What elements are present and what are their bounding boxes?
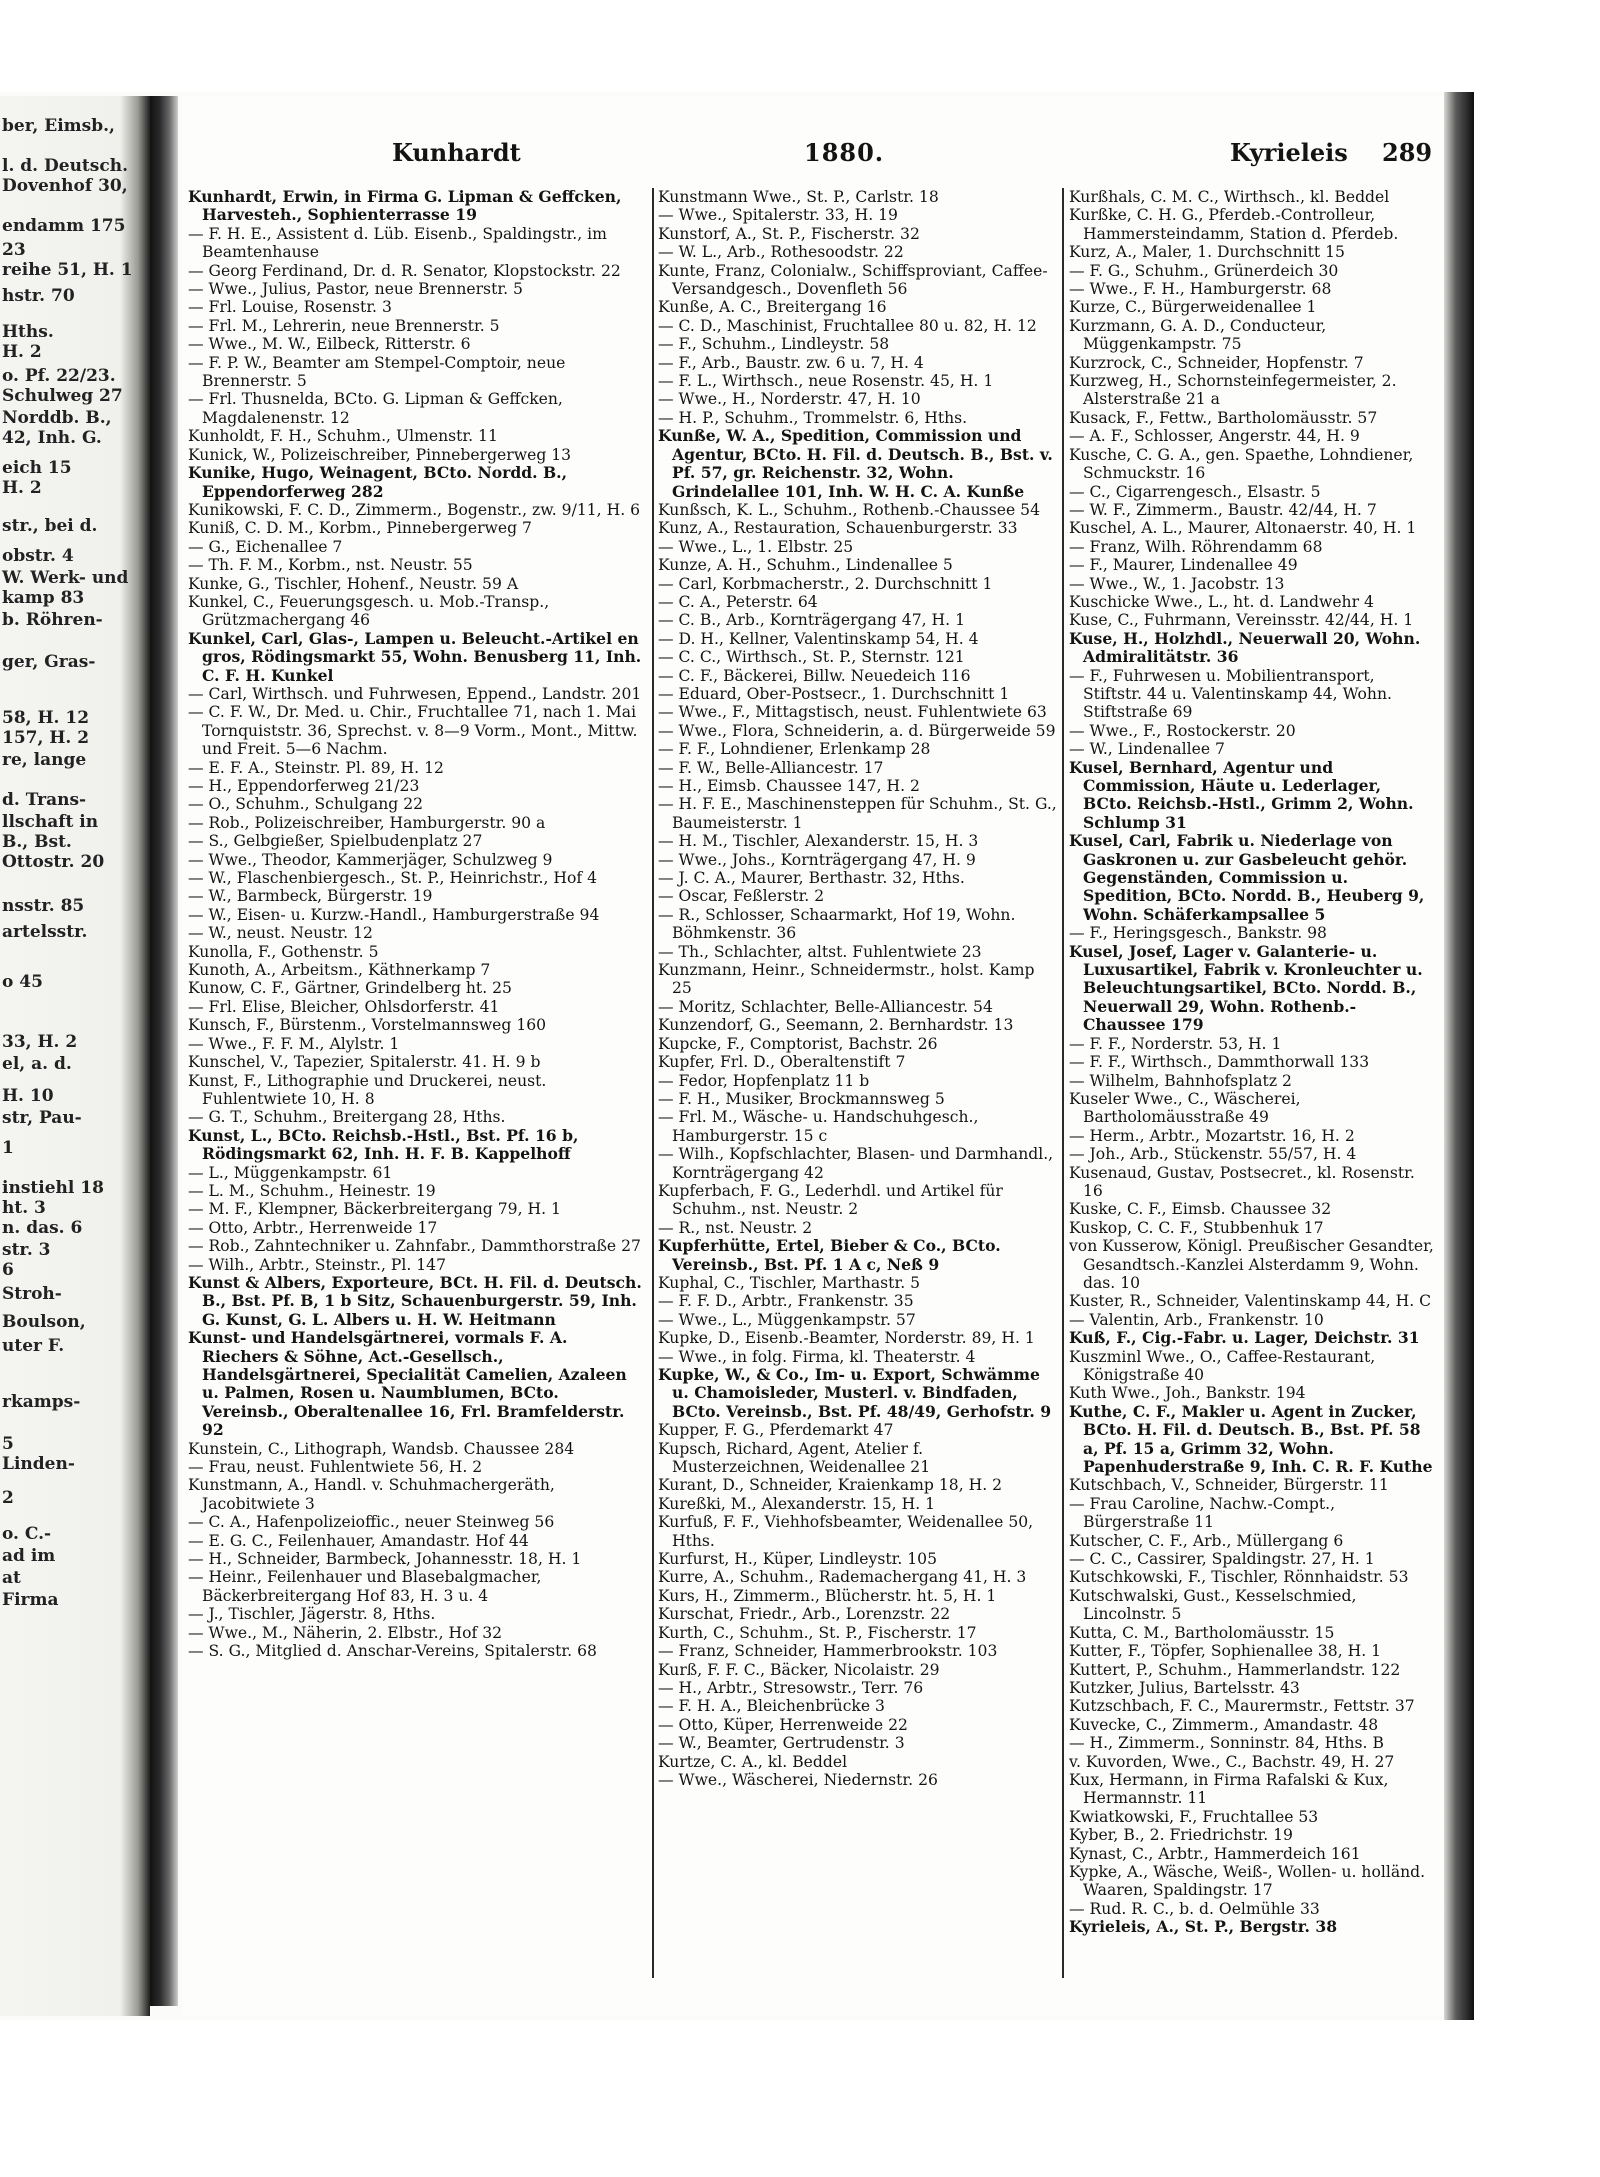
- directory-entry: — W., Flaschenbiergesch., St. P., Heinrichstr., Hof 4: [188, 869, 598, 888]
- directory-entry: — H., Zimmerm., Sonninstr. 84, Hths. B: [1069, 1734, 1384, 1753]
- directory-entry: — Otto, Küper, Herrenweide 22: [658, 1715, 908, 1734]
- directory-entry: — Rob., Polizeischreiber, Hamburgerstr. 90 a: [188, 813, 546, 832]
- left-page-text-fragment: str, Pau-: [2, 1108, 82, 1128]
- left-page-text-fragment: o. C.-: [2, 1524, 52, 1544]
- directory-entry: — Wwe., W., 1. Jacobstr. 13: [1069, 574, 1285, 593]
- left-page-text-fragment: nsstr. 85: [2, 896, 85, 916]
- right-margin: [1474, 0, 1600, 2177]
- directory-entry: Kux, Hermann, in Firma Rafalski & Kux, Hermannstr. 11: [1069, 1770, 1389, 1808]
- left-page-text-fragment: re, lange: [2, 750, 87, 770]
- directory-entry: — F. W., Belle-Alliancestr. 17: [658, 758, 884, 777]
- directory-entry: — F., Heringsgesch., Bankstr. 98: [1069, 924, 1327, 943]
- directory-entry: — F. L., Wirthsch., neue Rosenstr. 45, H. 1: [658, 372, 994, 391]
- directory-entry: — Frl. Louise, Rosenstr. 3: [188, 298, 392, 317]
- left-page-text-fragment: rkamps-: [2, 1392, 81, 1412]
- directory-entry: — F., Fuhrwesen u. Mobilientransport, Stiftstr. 44 u. Valentinskamp 44, Wohn. Stiftstraße 69: [1069, 666, 1392, 722]
- left-page-text-fragment: o. Pf. 22/23.: [2, 366, 116, 386]
- left-page-text-fragment: H. 10: [2, 1086, 54, 1106]
- left-page-text-fragment: at: [2, 1568, 21, 1588]
- directory-entry: — Frau Caroline, Nachw.-Compt., Bürgerstraße 11: [1069, 1494, 1336, 1532]
- directory-entry: Kurfurst, H., Küper, Lindleystr. 105: [658, 1550, 938, 1569]
- directory-entry: — W. F., Zimmerm., Baustr. 42/44, H. 7: [1069, 500, 1377, 519]
- directory-entry: Kuß, F., Cig.-Fabr. u. Lager, Deichstr. 31: [1069, 1328, 1420, 1348]
- directory-entry: — E. G. C., Feilenhauer, Amandastr. Hof 44: [188, 1531, 529, 1550]
- left-page-text-fragment: 5: [2, 1434, 14, 1454]
- directory-entry: Kuster, R., Schneider, Valentinskamp 44, H. C: [1069, 1292, 1432, 1311]
- directory-entry: Kunschel, V., Tapezier, Spitalerstr. 41. H. 9 b: [188, 1053, 541, 1072]
- directory-entry: — J. C. A., Maurer, Berthastr. 32, Hths.: [658, 869, 965, 888]
- directory-entry: — H. F. E., Maschinensteppen für Schuhm., St. G., Baumeisterstr. 1: [658, 795, 1057, 832]
- directory-entry: Kuphal, C., Tischler, Marthastr. 5: [658, 1273, 921, 1292]
- directory-entry: Kunst, L., BCto. Reichsb.-Hstl., Bst. Pf. 16 b, Rödingsmarkt 62, Inh. H. F. B. Kappelhoff: [188, 1125, 579, 1164]
- directory-entry: — C. D., Maschinist, Fruchtallee 80 u. 82, H. 12: [658, 316, 1037, 335]
- directory-entry: — F. F., Wirthsch., Dammthorwall 133: [1069, 1053, 1370, 1072]
- left-page-text-fragment: l. d. Deutsch.: [2, 156, 128, 176]
- directory-entry: — Carl, Wirthsch. und Fuhrwesen, Eppend., Landstr. 201: [188, 684, 642, 703]
- directory-entry: — M. F., Klempner, Bäckerbreitergang 79, H. 1: [188, 1200, 561, 1219]
- left-page-text-fragment: 23: [2, 240, 26, 260]
- directory-entry: Kunhardt, Erwin, in Firma G. Lipman & Geffcken, Harvesteh., Sophienterrasse 19: [188, 188, 622, 225]
- directory-entry: — Frau, neust. Fuhlentwiete 56, H. 2: [188, 1458, 483, 1477]
- directory-entry: — F. H., Musiker, Brockmannsweg 5: [658, 1089, 945, 1108]
- directory-entry: Kunick, W., Polizeischreiber, Pinnebergerweg 13: [188, 445, 572, 464]
- directory-entry: Kunte, Franz, Colonialw., Schiffsproviant, Caffee-Versandgesch., Dovenfleth 56: [658, 261, 1048, 299]
- directory-entry: — Th. F. M., Korbm., nst. Neustr. 55: [188, 556, 473, 575]
- left-page-text-fragment: hstr. 70: [2, 286, 75, 306]
- left-page-text-fragment: ger, Gras-: [2, 652, 96, 672]
- left-page-text-fragment: H. 2: [2, 342, 42, 362]
- left-page-text-fragment: W. Werk- und: [2, 568, 129, 588]
- directory-entry: — F. F. D., Arbtr., Frankenstr. 35: [658, 1292, 914, 1311]
- directory-entry: Kunike, Hugo, Weinagent, BCto. Nordd. B., Eppendorferweg 282: [188, 463, 568, 501]
- left-page-text-fragment: Linden-: [2, 1454, 75, 1474]
- directory-entry: — R., Schlosser, Schaarmarkt, Hof 19, Wohn. Böhmkenstr. 36: [658, 905, 1016, 943]
- directory-entry: — O., Schuhm., Schulgang 22: [188, 795, 424, 814]
- directory-entry: — Wwe., F., Rostockerstr. 20: [1069, 721, 1296, 740]
- directory-entry: Kunz, A., Restauration, Schauenburgerstr. 33: [658, 519, 1018, 538]
- page-header: [182, 138, 1444, 178]
- directory-entry: Kypke, A., Wäsche, Weiß-, Wollen- u. holländ. Waaren, Spaldingstr. 17: [1069, 1862, 1426, 1900]
- header-year: 1880.: [804, 138, 885, 167]
- directory-entry: — Th., Schlachter, altst. Fuhlentwiete 23: [658, 942, 982, 961]
- directory-entry: — H., Eppendorferweg 21/23: [188, 777, 420, 795]
- directory-entry: — Georg Ferdinand, Dr. d. R. Senator, Klopstockstr. 22: [188, 261, 621, 280]
- directory-entry: — F., Arb., Baustr. zw. 6 u. 7, H. 4: [658, 353, 924, 372]
- directory-entry: Kuth Wwe., Joh., Bankstr. 194: [1069, 1384, 1306, 1403]
- previous-page-fragment: [0, 96, 150, 2016]
- directory-entry: — F., Schuhm., Lindleystr. 58: [658, 335, 890, 354]
- directory-entry: Kunoth, A., Arbeitsm., Käthnerkamp 7: [188, 961, 491, 980]
- left-page-text-fragment: 6: [2, 1260, 14, 1280]
- directory-entry: — Frl. Elise, Bleicher, Ohlsdorferstr. 41: [188, 997, 500, 1016]
- directory-entry: Kupferbach, F. G., Lederhdl. und Artikel für Schuhm., nst. Neustr. 2: [658, 1181, 1003, 1219]
- directory-entry: — Rob., Zahntechniker u. Zahnfabr., Dammthorstraße 27: [188, 1237, 641, 1256]
- directory-entry: — W., Eisen- u. Kurzw.-Handl., Hamburgerstraße 94: [188, 905, 600, 924]
- directory-entry: Kutscher, C. F., Arb., Müllergang 6: [1069, 1531, 1344, 1550]
- left-page-text-fragment: B., Bst.: [2, 832, 72, 852]
- directory-entry: — C. C., Wirthsch., St. P., Sternstr. 121: [658, 648, 965, 667]
- directory-entry: Kunst, F., Lithographie und Druckerei, neust. Fuhlentwiete 10, H. 8: [188, 1071, 547, 1108]
- left-page-text-fragment: uter F.: [2, 1336, 65, 1356]
- left-page-text-fragment: str. 3: [2, 1240, 51, 1260]
- directory-entry: — S., Gelbgießer, Spielbudenplatz 27: [188, 832, 483, 851]
- directory-entry: — Herm., Arbtr., Mozartstr. 16, H. 2: [1069, 1126, 1355, 1145]
- directory-entry: Kunße, W. A., Spedition, Commission und Agentur, BCto. H. Fil. d. Deutsch. B., Bst. v. Pf. 57, gr. Reichenstr. 32, Wohn. Grindelallee 101, Inh. W. H. C. A. Kunße: [658, 426, 1053, 501]
- directory-entry: Kunkel, C., Feuerungsgesch. u. Mob.-Transp., Grützmachergang 46: [188, 592, 550, 630]
- left-page-text-fragment: b. Röhren-: [2, 610, 103, 630]
- directory-entry: Kunstmann Wwe., St. P., Carlstr. 18: [658, 188, 939, 206]
- column-1: [188, 188, 648, 1988]
- left-page-text-fragment: str., bei d.: [2, 516, 98, 536]
- directory-entry: — D. H., Kellner, Valentinskamp 54, H. 4: [658, 629, 979, 648]
- directory-entry: — Wwe., Wäscherei, Niedernstr. 26: [658, 1770, 938, 1789]
- directory-entry: Kusack, F., Fettw., Bartholomäusstr. 57: [1069, 408, 1378, 427]
- directory-entry: — Wwe., Johs., Kornträgergang 47, H. 9: [658, 850, 976, 869]
- left-page-text-fragment: 42, Inh. G.: [2, 428, 102, 448]
- directory-entry: — H. P., Schuhm., Trommelstr. 6, Hths.: [658, 408, 968, 427]
- directory-entry: — R., nst. Neustr. 2: [658, 1218, 813, 1237]
- directory-entry: Kunstmann, A., Handl. v. Schuhmachergeräth, Jacobitwiete 3: [188, 1476, 555, 1513]
- directory-entry: — W. L., Arb., Rothesoodstr. 22: [658, 243, 904, 262]
- directory-entry: — Wwe., L., 1. Elbstr. 25: [658, 537, 854, 556]
- directory-entry: — C. F., Bäckerei, Billw. Neuedeich 116: [658, 666, 971, 685]
- column-divider-2: [1062, 188, 1064, 1978]
- directory-entry: — C. F. W., Dr. Med. u. Chir., Fruchtallee 71, nach 1. Mai Tornquiststr. 36, Sprechst. v. 8—9 Vorm., Mont., Mittw. und Freit. 5—6 Nachm.: [188, 703, 638, 759]
- directory-entry: Kurzweg, H., Schornsteinfegermeister, 2. Alsterstraße 21 a: [1069, 372, 1397, 409]
- directory-entry: — A. F., Schlosser, Angerstr. 44, H. 9: [1069, 427, 1360, 446]
- directory-entry: — Wwe., Julius, Pastor, neue Brennerstr. 5: [188, 280, 523, 299]
- directory-entry: Kupferhütte, Ertel, Bieber & Co., BCto. Vereinsb., Bst. Pf. 1 A c, Neß 9: [658, 1236, 1001, 1274]
- directory-entry: — W., Lindenallee 7: [1069, 740, 1225, 759]
- directory-entry: — L. M., Schuhm., Heinestr. 19: [188, 1181, 436, 1200]
- directory-entry: Kunholdt, F. H., Schuhm., Ulmenstr. 11: [188, 427, 498, 446]
- left-page-text-fragment: Hths.: [2, 322, 54, 342]
- book-binding-gutter: [150, 96, 178, 2006]
- directory-entry: Kunolla, F., Gothenstr. 5: [188, 942, 379, 961]
- directory-entry: Kurzrock, C., Schneider, Hopfenstr. 7: [1069, 353, 1364, 372]
- directory-entry: — Franz, Schneider, Hammerbrookstr. 103: [658, 1642, 998, 1661]
- directory-entry: — Frl. M., Wäsche- u. Handschuhgesch., Hamburgerstr. 15 c: [658, 1108, 979, 1145]
- directory-entry: — Wwe., H., Norderstr. 47, H. 10: [658, 390, 921, 409]
- directory-entry: — Wilhelm, Bahnhofsplatz 2: [1069, 1071, 1292, 1090]
- left-page-text-fragment: Boulson,: [2, 1312, 86, 1332]
- directory-entry: Kurth, C., Schuhm., St. P., Fischerstr. 17: [658, 1623, 977, 1642]
- directory-entry: Kutschkowski, F., Tischler, Rönnhaidstr. 53: [1069, 1568, 1409, 1587]
- directory-entry: Kunße, A. C., Breitergang 16: [658, 298, 887, 317]
- directory-entry: Kunsch, F., Bürstenm., Vorstelmannsweg 160: [188, 1016, 547, 1035]
- column-2: [658, 188, 1058, 1988]
- left-page-text-fragment: eich 15: [2, 458, 72, 478]
- directory-entry: Kuske, C. F., Eimsb. Chaussee 32: [1069, 1200, 1332, 1219]
- directory-entry: Kutta, C. M., Bartholomäusstr. 15: [1069, 1623, 1335, 1642]
- directory-entry: — Otto, Arbtr., Herrenweide 17: [188, 1218, 438, 1237]
- directory-entry: Kuttert, P., Schuhm., Hammerlandstr. 122: [1069, 1660, 1401, 1679]
- directory-entry: — Wwe., F. F. M., Alylstr. 1: [188, 1034, 400, 1053]
- directory-entry: — Rud. R. C., b. d. Oelmühle 33: [1069, 1899, 1320, 1918]
- directory-entry: Kupke, D., Eisenb.-Beamter, Norderstr. 89, H. 1: [658, 1329, 1035, 1348]
- directory-entry: Kureßki, M., Alexanderstr. 15, H. 1: [658, 1494, 936, 1513]
- directory-entry: Kuse, H., Holzhdl., Neuerwall 20, Wohn. Admiralitätstr. 36: [1069, 628, 1421, 667]
- directory-entry: — C. C., Cassirer, Spaldingstr. 27, H. 1: [1069, 1550, 1375, 1569]
- directory-entry: Kurs, H., Zimmerm., Blücherstr. ht. 5, H. 1: [658, 1586, 997, 1605]
- directory-entry: — Wwe., Spitalerstr. 33, H. 19: [658, 206, 898, 225]
- directory-entry: — C. B., Arb., Kornträgergang 47, H. 1: [658, 611, 965, 630]
- left-page-text-fragment: d. Trans-: [2, 790, 87, 810]
- left-page-text-fragment: 33, H. 2: [2, 1032, 78, 1052]
- directory-entry: — C., Cigarrengesch., Elsastr. 5: [1069, 482, 1321, 501]
- directory-entry: Kupfer, Frl. D., Oberaltenstift 7: [658, 1053, 906, 1072]
- left-page-text-fragment: Firma: [2, 1590, 59, 1610]
- directory-entry: — Frl. M., Lehrerin, neue Brennerstr. 5: [188, 316, 500, 335]
- directory-entry: — F. P. W., Beamter am Stempel-Comptoir, neue Brennerstr. 5: [188, 353, 566, 391]
- directory-entry: — Wwe., F. H., Hamburgerstr. 68: [1069, 280, 1332, 299]
- left-page-text-fragment: 1: [2, 1138, 14, 1158]
- directory-entry: — Wwe., Flora, Schneiderin, a. d. Bürgerweide 59: [658, 721, 1056, 740]
- left-page-text-fragment: llschaft in: [2, 812, 99, 832]
- directory-entry: Kupcke, F., Comptorist, Bachstr. 26: [658, 1034, 938, 1053]
- directory-entry: — H., Eimsb. Chaussee 147, H. 2: [658, 777, 920, 795]
- directory-entry: Kutschwalski, Gust., Kesselschmied, Lincolnstr. 5: [1069, 1586, 1357, 1624]
- directory-entry: Kurant, D., Schneider, Kraienkamp 18, H. 2: [658, 1476, 1003, 1495]
- directory-entry: — Moritz, Schlachter, Belle-Alliancestr. 54: [658, 997, 993, 1016]
- directory-entry: Kunstorf, A., St. P., Fischerstr. 32: [658, 224, 920, 243]
- column-divider-1: [652, 188, 654, 1978]
- directory-entry: Kuschicke Wwe., L., ht. d. Landwehr 4: [1069, 592, 1374, 611]
- left-page-text-fragment: Ottostr. 20: [2, 852, 105, 872]
- directory-entry: — Franz, Wilh. Röhrendamm 68: [1069, 537, 1323, 556]
- directory-entry: — G., Eichenallee 7: [188, 537, 343, 556]
- directory-entry: Kupke, W., & Co., Im- u. Export, Schwämme u. Chamoisleder, Musterl. v. Bindfaden, BCto. Vereinsb., Bst. Pf. 48/49, Gerhofstr. 9: [658, 1365, 1052, 1421]
- header-first-name: Kunhardt: [392, 138, 521, 167]
- directory-entry: Kusel, Josef, Lager v. Galanterie- u. Luxusartikel, Fabrik v. Kronleuchter u. Beleuchtungsartikel, BCto. Nordd. B., Neuerwall 29, Wohn. Rothenb.-Chaussee 179: [1069, 941, 1423, 1035]
- left-page-text-fragment: instiehl 18: [2, 1178, 104, 1198]
- directory-entry: von Kusserow, Königl. Preußischer Gesandter, Gesandtsch.-Kanzlei Alsterdamm 9, Wohn. das. 10: [1069, 1237, 1434, 1292]
- directory-entry: — Heinr., Feilenhauer und Blasebalgmacher, Bäckerbreitergang Hof 83, H. 3 u. 4: [188, 1568, 542, 1605]
- directory-entry: Kutzschbach, F. C., Maurermstr., Fettstr. 37: [1069, 1697, 1415, 1716]
- directory-entry: — Wwe., in folg. Firma, kl. Theaterstr. 4: [658, 1347, 976, 1366]
- directory-entry: — H., Arbtr., Stresowstr., Terr. 76: [658, 1678, 924, 1697]
- directory-entry: Kupsch, Richard, Agent, Atelier f. Musterzeichnen, Weidenallee 21: [658, 1439, 931, 1477]
- directory-entry: Kunke, G., Tischler, Hohenf., Neustr. 59 A: [188, 574, 519, 593]
- directory-entry: — H. M., Tischler, Alexanderstr. 15, H. 3: [658, 832, 979, 851]
- directory-entry: — G. T., Schuhm., Breitergang 28, Hths.: [188, 1108, 506, 1127]
- left-page-text-fragment: ad im: [2, 1546, 56, 1566]
- directory-entry: Kurz, A., Maler, 1. Durchschnitt 15: [1069, 243, 1345, 262]
- directory-entry: — H., Schneider, Barmbeck, Johannesstr. 18, H. 1: [188, 1550, 582, 1569]
- left-page-text-fragment: el, a. d.: [2, 1054, 72, 1074]
- directory-entry: — Wwe., L., Müggenkampstr. 57: [658, 1310, 916, 1329]
- header-last-name: Kyrieleis: [1230, 138, 1348, 167]
- directory-entry: — Fedor, Hopfenplatz 11 b: [658, 1071, 870, 1090]
- directory-entry: — Oscar, Feßlerstr. 2: [658, 887, 825, 906]
- page-right-edge-shadow: [1444, 92, 1474, 2022]
- left-page-text-fragment: o 45: [2, 972, 43, 992]
- left-page-text-fragment: endamm 175: [2, 216, 126, 236]
- directory-entry: — E. F. A., Steinstr. Pl. 89, H. 12: [188, 758, 444, 777]
- directory-entry: Kunst & Albers, Exporteure, BCt. H. Fil. d. Deutsch. B., Bst. Pf. B, 1 b Sitz, Schauenburgerstr. 59, Inh. G. Kunst, G. L. Albers u. H. W. Heitmann: [188, 1272, 642, 1329]
- directory-entry: Kurre, A., Schuhm., Rademachergang 41, H. 3: [658, 1568, 1027, 1587]
- directory-entry: Kurtze, C. A., kl. Beddel: [658, 1752, 848, 1771]
- left-page-text-fragment: n. das. 6: [2, 1218, 83, 1238]
- top-margin: [0, 0, 1600, 92]
- left-page-text-fragment: H. 2: [2, 478, 42, 498]
- directory-entry: Kutter, F., Töpfer, Sophienallee 38, H. 1: [1069, 1642, 1382, 1661]
- directory-entry: — Wwe., F., Mittagstisch, neust. Fuhlentwiete 63: [658, 703, 1047, 722]
- directory-entry: Kusel, Bernhard, Agentur und Commission, Häute u. Lederlager, BCto. Reichsb.-Hstl., Grimm 2, Wohn. Schlump 31: [1069, 757, 1414, 832]
- directory-entry: — Wwe., M., Näherin, 2. Elbstr., Hof 32: [188, 1623, 503, 1642]
- directory-page: [182, 96, 1444, 2016]
- directory-entry: Kuniß, C. D. M., Korbm., Pinnebergerweg 7: [188, 519, 532, 538]
- directory-entry: — F., Maurer, Lindenallee 49: [1069, 556, 1298, 575]
- left-page-text-fragment: Norddb. B.,: [2, 408, 112, 428]
- directory-entry: Kwiatkowski, F., Fruchtallee 53: [1069, 1807, 1319, 1826]
- directory-entry: Kuthe, C. F., Makler u. Agent in Zucker, BCto. H. Fil. d. Deutsch. B., Bst. Pf. 58 a, Pf. 15 a, Grimm 32, Wohn. Papenhuderstraße 9, Inh. C. R. F. Kuthe: [1069, 1401, 1433, 1477]
- left-page-text-fragment: ht. 3: [2, 1198, 46, 1218]
- directory-entry: — S. G., Mitglied d. Anschar-Vereins, Spitalerstr. 68: [188, 1642, 597, 1661]
- bottom-margin: [0, 2020, 1600, 2177]
- directory-entry: Kunikowski, F. C. D., Zimmerm., Bogenstr., zw. 9/11, H. 6: [188, 500, 641, 519]
- directory-entry: — Wwe., M. W., Eilbeck, Ritterstr. 6: [188, 335, 471, 354]
- directory-entry: — Joh., Arb., Stückenstr. 55/57, H. 4: [1069, 1145, 1357, 1164]
- directory-entry: — Wwe., Theodor, Kammerjäger, Schulzweg 9: [188, 850, 553, 869]
- left-page-text-fragment: 157, H. 2: [2, 728, 90, 748]
- left-page-text-fragment: obstr. 4: [2, 546, 74, 566]
- directory-entry: Kuskop, C. C. F., Stubbenhuk 17: [1069, 1218, 1324, 1237]
- directory-entry: — C. A., Peterstr. 64: [658, 592, 818, 611]
- directory-entry: Kutschbach, V., Schneider, Bürgerstr. 11: [1069, 1476, 1389, 1495]
- directory-entry: — Eduard, Ober-Postsecr., 1. Durchschnitt 1: [658, 684, 1010, 703]
- directory-entry: Kunßsch, K. L., Schuhm., Rothenb.-Chaussee 54: [658, 500, 1040, 519]
- directory-entry: Kuseler Wwe., C., Wäscherei, Bartholomäusstraße 49: [1069, 1089, 1301, 1127]
- left-page-text-fragment: Dovenhof 30,: [2, 176, 128, 196]
- directory-entry: — Frl. Thusnelda, BCto. G. Lipman & Geffcken, Magdalenenstr. 12: [188, 390, 563, 427]
- directory-entry: Kurßke, C. H. G., Pferdeb.-Controlleur, Hammersteindamm, Station d. Pferdeb.: [1069, 206, 1399, 243]
- directory-entry: Kusenaud, Gustav, Postsecret., kl. Rosenstr. 16: [1069, 1163, 1415, 1200]
- directory-entry: — W., neust. Neustr. 12: [188, 924, 373, 943]
- directory-entry: Kusel, Carl, Fabrik u. Niederlage von Gaskronen u. zur Gasbeleucht gehör. Gegenständen, Commission u. Spedition, BCto. Nordd. B., Heuberg 9, Wohn. Schäferkampsallee 5: [1069, 831, 1425, 924]
- directory-entry: Kunst- und Handelsgärtnerei, vormals F. A. Riechers & Söhne, Act.-Gesellsch., Handelsgärtnerei, Specialität Camelien, Azaleen u. Palmen, Rosen u. Naumblumen, BCto. Vereinsb., Oberaltenallee 16, Frl. Bramfelderstr. 92: [188, 1328, 627, 1440]
- directory-entry: Kunkel, Carl, Glas-, Lampen u. Beleucht.-Artikel en gros, Rödingsmarkt 55, Wohn. Benusberg 11, Inh. C. F. H. Kunkel: [188, 628, 642, 685]
- directory-entry: Kunze, A. H., Schuhm., Lindenallee 5: [658, 556, 953, 575]
- directory-entry: — F. F., Norderstr. 53, H. 1: [1069, 1034, 1282, 1053]
- directory-entry: Kyber, B., 2. Friedrichstr. 19: [1069, 1826, 1293, 1845]
- directory-entry: Kutzker, Julius, Bartelsstr. 43: [1069, 1678, 1300, 1697]
- left-page-text-fragment: Schulweg 27: [2, 386, 123, 406]
- directory-entry: — F. G., Schuhm., Grünerdeich 30: [1069, 261, 1339, 280]
- directory-entry: Kurß, F. F. C., Bäcker, Nicolaistr. 29: [658, 1660, 940, 1679]
- directory-entry: Kurßhals, C. M. C., Wirthsch., kl. Beddel: [1069, 188, 1390, 206]
- directory-entry: Kunzmann, Heinr., Schneidermstr., holst. Kamp 25: [658, 961, 1035, 998]
- directory-entry: — Wilh., Arbtr., Steinstr., Pl. 147: [188, 1255, 447, 1274]
- directory-entry: Kurschat, Friedr., Arb., Lorenzstr. 22: [658, 1605, 951, 1624]
- page-number: 289: [1382, 138, 1433, 167]
- directory-entry: Kynast, C., Arbtr., Hammerdeich 161: [1069, 1844, 1361, 1863]
- directory-entry: — Valentin, Arb., Frankenstr. 10: [1069, 1310, 1324, 1329]
- directory-entry: — W., Barmbeck, Bürgerstr. 19: [188, 887, 433, 906]
- directory-entry: — F. F., Lohndiener, Erlenkamp 28: [658, 740, 931, 759]
- directory-entry: — Carl, Korbmacherstr., 2. Durchschnitt 1: [658, 574, 993, 593]
- directory-entry: — W., Beamter, Gertrudenstr. 3: [658, 1734, 905, 1753]
- directory-entry: Kunstein, C., Lithograph, Wandsb. Chaussee 284: [188, 1439, 575, 1458]
- directory-entry: Kunzendorf, G., Seemann, 2. Bernhardstr. 13: [658, 1016, 1014, 1035]
- directory-entry: Kuszminl Wwe., O., Caffee-Restaurant, Königstraße 40: [1069, 1347, 1376, 1384]
- directory-entry: — L., Müggenkampstr. 61: [188, 1163, 393, 1182]
- directory-entry: — F. H. A., Bleichenbrücke 3: [658, 1697, 885, 1716]
- directory-entry: Kurze, C., Bürgerweidenallee 1: [1069, 298, 1317, 317]
- left-page-text-fragment: ber, Eimsb.,: [2, 116, 115, 136]
- directory-entry: — C. A., Hafenpolizeioffic., neuer Steinweg 56: [188, 1513, 555, 1532]
- directory-entry: Kuvecke, C., Zimmerm., Amandastr. 48: [1069, 1715, 1379, 1734]
- left-page-text-fragment: reihe 51, H. 1: [2, 260, 133, 280]
- directory-entry: Kupper, F. G., Pferdemarkt 47: [658, 1421, 894, 1440]
- left-page-text-fragment: kamp 83: [2, 588, 85, 608]
- directory-entry: — Wilh., Kopfschlachter, Blasen- und Darmhandl., Kornträgergang 42: [658, 1145, 1054, 1182]
- directory-entry: Kuse, C., Fuhrmann, Vereinsstr. 42/44, H. 1: [1069, 611, 1414, 630]
- column-3: [1069, 188, 1435, 1988]
- directory-entry: v. Kuvorden, Wwe., C., Bachstr. 49, H. 27: [1069, 1752, 1395, 1771]
- directory-entry: Kunow, C. F., Gärtner, Grindelberg ht. 25: [188, 979, 512, 998]
- left-page-text-fragment: 2: [2, 1488, 14, 1508]
- directory-entry: Kurfuß, F. F., Viehhofsbeamter, Weidenallee 50, Hths.: [658, 1513, 1034, 1550]
- left-page-text-fragment: Stroh-: [2, 1284, 62, 1304]
- directory-entry: Kusche, C. G. A., gen. Spaethe, Lohndiener, Schmuckstr. 16: [1069, 445, 1414, 483]
- directory-entry: Kurzmann, G. A. D., Conducteur, Müggenkampstr. 75: [1069, 316, 1327, 354]
- directory-entry: — J., Tischler, Jägerstr. 8, Hths.: [188, 1605, 436, 1624]
- directory-entry: Kuschel, A. L., Maurer, Altonaerstr. 40, H. 1: [1069, 519, 1417, 538]
- left-page-text-fragment: 58, H. 12: [2, 708, 90, 728]
- directory-entry: Kyrieleis, A., St. P., Bergstr. 38: [1069, 1917, 1338, 1937]
- directory-entry: — F. H. E., Assistent d. Lüb. Eisenb., Spaldingstr., im Beamtenhause: [188, 224, 607, 262]
- left-page-text-fragment: artelsstr.: [2, 922, 88, 942]
